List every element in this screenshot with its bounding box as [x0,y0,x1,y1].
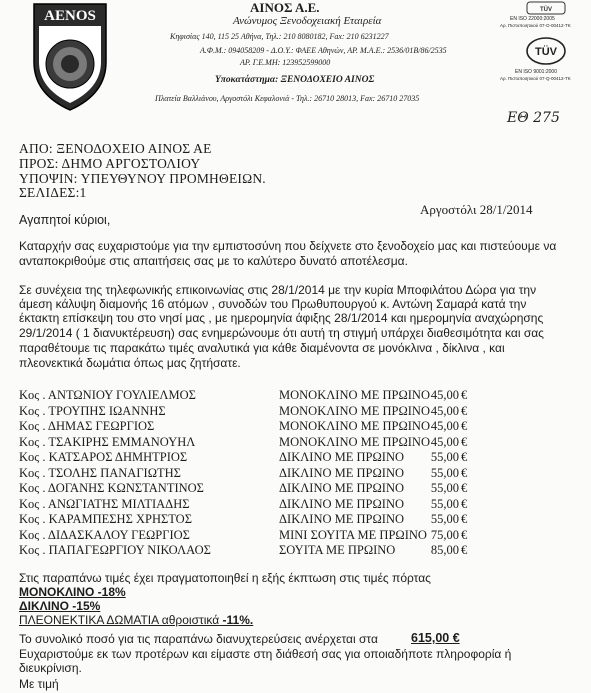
cert-note-2: Αρ. Πιστοποιητικού 07-Q-00412-ΤΚ [500,76,571,81]
room-price: 55,00 [430,465,459,480]
paragraph1-line1: Καταρχήν σας ευχαριστούμε για την εμπιστοσύνη που δείχνετε στο ξενοδοχείο μας και πιστεύουμε να [19,239,557,253]
guest-name: Κος . ΑΝΤΩΝΙΟΥ ΓΟΥΛΙΕΛΜΟΣ [19,388,196,402]
table-row [19,435,579,451]
company-subtitle: Ανώνυμος Ξενοδοχειακή Εταιρεία [233,15,382,27]
letter-date: Αργοστόλι 28/1/2014 [420,202,533,217]
table-row [19,466,579,482]
guest-name: Κος . ΔΟΓΑΝΗΣ ΚΩΝΣΤΑΝΤΙΝΟΣ [19,481,204,495]
room-price: 55,00 [430,512,459,526]
room-type: ΜΙΝΙ ΣΟΥΙΤΑ ΜΕ ΠΡΩΙΝΟ [279,527,427,542]
currency: € [461,434,468,449]
discount-premium-value: -11%. [219,613,254,627]
guest-name: Κος . ΔΗΜΑΣ ΓΕΩΡΓΙΟΣ [19,419,155,433]
room-type: ΔΙΚΛΙΝΟ ΜΕ ΠΡΩΙΝΟ [279,512,404,526]
paragraph1-line2: ανταποκριθούμε στις απαιτήσεις σας με το καλύτερο δυνατό αποτέλεσμα. [19,254,408,268]
guest-name: Κος . ΚΑΡΑΜΠΕΣΗΣ ΧΡΗΣΤΟΣ [19,512,192,526]
guest-name: Κος . ΤΣΑΚΙΡΗΣ ΕΜΜΑΝΟΥΗΛ [19,434,196,449]
currency: € [461,512,468,526]
svg-text:TÜV: TÜV [535,46,557,58]
room-type: ΔΙΚΛΙΝΟ ΜΕ ΠΡΩΙΝΟ [279,450,404,464]
cert-label-1: EN ISO 22000:2005 [510,16,555,22]
table-row [19,450,579,466]
room-price: 55,00 [430,496,459,511]
table-row [19,481,579,497]
table-row [19,404,579,420]
discount-premium [19,613,253,627]
company-tax-info: Α.Φ.Μ.: 094058209 - Δ.Ο.Υ.: ΦΑΕΕ Αθηνών, ΑΡ. Μ.Α.Ε.: 2536/01Β/86/2535 [200,46,447,55]
room-price: 55,00 [430,450,459,464]
currency: € [461,527,468,542]
room-type: ΜΟΝΟΚΛΙΝΟ ΜΕ ΠΡΩΙΝΟ [279,434,430,449]
guest-name: Κος . ΚΑΤΣΑΡΟΣ ΔΗΜΗΤΡΙΟΣ [19,450,188,464]
room-price: 75,00 [430,527,459,542]
closing-line1: Ευχαριστούμε εκ των προτέρων και είμαστε στη διάθεσή σας για οποιαδήποτε πληροφορία ή [19,647,512,661]
room-type: ΜΟΝΟΚΛΙΝΟ ΜΕ ΠΡΩΙΝΟ [279,388,430,402]
paragraph2-line5: παραθέτουμε τις παρακάτω τιμές αναλυτικά για κάθε διαμένοντα σε μονόκλινα , δίκλινα , και [19,341,505,355]
currency: € [461,481,468,495]
hotel-logo [30,2,110,112]
cert-note-1: Αρ. Πιστοποιητικού 07-Ο-00412-ΤΚ [500,23,571,28]
room-price: 55,00 [430,481,459,495]
room-price: 45,00 [430,388,459,402]
closing-line3: Με τιμή [19,677,59,691]
discount-premium-label: ΠΛΕΟΝΕΚΤΙΚΑ ΔΩΜΑΤΙΑ αθροιστικά [19,613,220,627]
paragraph2-line1: Σε συνέχεια της τηλεφωνικής επικοινωνίας στις 28/1/2014 με την κυρία Μποφιλάτου Δώρα για την [19,283,537,297]
table-row [19,543,579,559]
table-row [19,512,579,528]
company-address: Κηφισίας 140, 115 25 Αθήνα, Τηλ.: 210 8080182, Fax: 210 6231227 [170,32,389,41]
room-price-list [19,388,579,559]
branch-address: Πλατεία Βαλλιάνου, Αργοστόλι Κεφαλονιά - Τηλ.: 26710 28013, Fax: 26710 27035 [155,94,420,103]
svg-text:TÜV: TÜV [540,7,552,13]
room-type: ΔΙΚΛΙΝΟ ΜΕ ΠΡΩΙΝΟ [279,481,404,495]
salutation: Αγαπητοί κύριοι, [19,213,111,227]
attn-line: ΥΠΟΨΙΝ: ΥΠΕΥΘΥΝΟΥ ΠΡΟΜΗΘΕΙΩΝ. [19,171,266,186]
table-row [19,388,579,404]
currency: € [461,388,468,402]
currency: € [461,450,468,464]
discount-double: ΔΙΚΛΙΝΟ -15% [19,599,101,613]
currency: € [461,465,468,480]
currency: € [461,403,468,418]
room-type: ΜΟΝΟΚΛΙΝΟ ΜΕ ΠΡΩΙΝΟ [279,419,430,433]
guest-name: Κος . ΤΡΟΥΠΗΣ ΙΩΑΝΝΗΣ [19,403,166,418]
closing-line2: διευκρίνιση. [19,661,82,675]
pages-line: ΣΕΛΙΔΕΣ:1 [19,185,87,200]
to-line: ΠΡΟΣ: ΔΗΜΟ ΑΡΓΟΣΤΟΛΙΟΥ [19,156,201,171]
room-type: ΔΙΚΛΙΝΟ ΜΕ ΠΡΩΙΝΟ [279,496,404,511]
currency: € [461,543,468,557]
discount-single: ΜΟΝΟΚΛΙΝΟ -18% [19,585,126,599]
cert-label-2: EN ISO 9001:2000 [515,69,557,75]
logo-text: AENOS [44,8,96,24]
guest-name: Κος . ΔΙΔΑΣΚΑΛΟΥ ΓΕΩΡΓΙΟΣ [19,527,190,542]
room-type: ΜΟΝΟΚΛΙΝΟ ΜΕ ΠΡΩΙΝΟ [279,403,430,418]
room-price: 85,00 [430,543,459,557]
currency: € [461,419,468,433]
company-gemi: ΑΡ. Γ.Ε.ΜΗ: 123952599000 [240,58,331,67]
paragraph2-line6: πλεονεκτικά δωμάτια όπως μας ζητήσατε. [19,356,241,370]
room-price: 45,00 [430,419,459,433]
guest-name: Κος . ΤΣΟΛΗΣ ΠΑΝΑΓΙΩΤΗΣ [19,465,181,480]
guest-name: Κος . ΑΝΩΓΙΑΤΗΣ ΜΙΛΤΙΑΔΗΣ [19,496,190,511]
currency: € [461,496,468,511]
branch-heading: Υποκατάστημα: ΞΕΝΟΔΟΧΕΙΟ ΑΙΝΟΣ [215,75,375,85]
total-text: Το συνολικό ποσό για τις παραπάνω διανυχτερεύσεις ανέρχεται στα [19,632,378,646]
table-row [19,497,579,513]
paragraph2-line3: έκτακτη επίσκεψη του στο νησί μας , με ημερομηνία άφιξης 28/1/2014 και ημερομηνία αναχώρησης [19,311,544,325]
table-row [19,419,579,435]
discount-intro: Στις παραπάνω τιμές έχει πραγματοποιηθεί η εξής έκπτωση στις τιμές πόρτας [19,571,431,585]
from-line: ΑΠΟ: ΞΕΝΟΔΟΧΕΙΟ ΑΙΝΟΣ ΑΕ [19,141,212,156]
handwritten-reference: ΕΘ 275 [507,110,560,126]
room-type: ΣΟΥΙΤΑ ΜΕ ΠΡΩΙΝΟ [279,543,396,557]
table-row [19,528,579,544]
room-price: 45,00 [430,403,459,418]
company-name: ΑΙΝΟΣ Α.Ε. [250,0,320,15]
room-type: ΔΙΚΛΙΝΟ ΜΕ ΠΡΩΙΝΟ [279,465,404,480]
paragraph2-line4: 29/1/2014 ( 1 διανυκτέρευση) σας ενημερώνουμε ότι αυτή τη στιγμή υπάρχει διαθεσιμότητα και σας [19,326,544,340]
tuv-badge-icon [525,36,567,66]
total-amount: 615,00 € [411,631,460,645]
guest-name: Κος . ΠΑΠΑΓΕΩΡΓΙΟΥ ΝΙΚΟΛΑΟΣ [19,543,211,557]
paragraph2-line2: άμεση κάλυψη διαμονής 16 ατόμων , συνοδών του Πρωθυπουργού κ. Αντώνη Σαμαρά κατά την [19,297,527,311]
room-price: 45,00 [430,434,459,449]
